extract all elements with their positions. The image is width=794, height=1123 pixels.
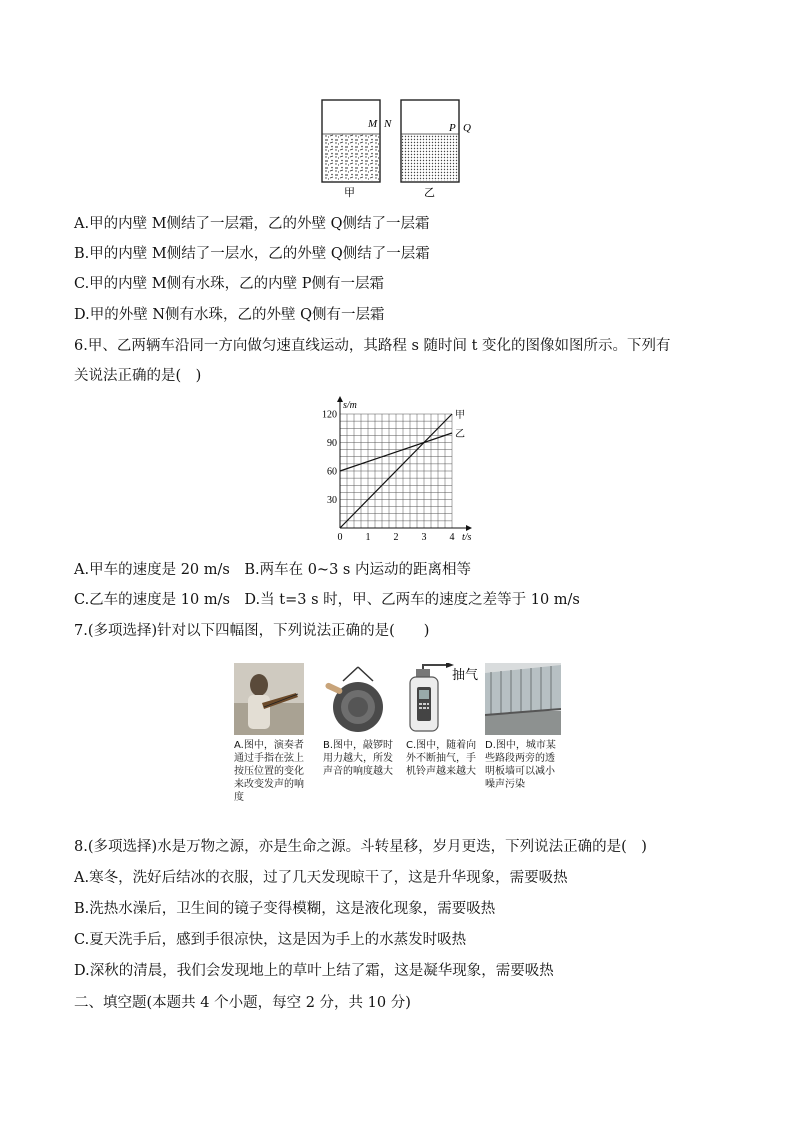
label-q: Q (463, 122, 471, 134)
q5-containers-figure (314, 96, 484, 200)
q7-picture-c (406, 663, 478, 778)
q7-caption-a: A.图中，演奏者通过手指在弦上按压位置的变化来改变发声的响度 (234, 740, 304, 803)
gong-image (323, 663, 393, 735)
pump-label: 抽气 (452, 667, 479, 682)
q7-picture-d (485, 663, 561, 791)
bell-jar-phone-image (406, 663, 482, 735)
q7-caption-c: C.图中，随着向外不断抽气，手机铃声越来越大 (406, 740, 477, 777)
q8-option-d: D.深秋的清晨，我们会发现地上的草叶上结了霜，这是凝华现象，需要吸热 (74, 963, 554, 979)
q5-option-c: C.甲的内壁 M侧有水珠，乙的内壁 P侧有一层霜 (74, 276, 385, 292)
q6-distance-time-chart (316, 394, 482, 542)
label-yi: 乙 (424, 187, 435, 199)
label-n: N (384, 118, 392, 130)
series-label-jia: 甲 (455, 410, 465, 421)
q7-picture-b (323, 663, 395, 778)
x-axis-arrow (466, 525, 472, 531)
x-tick-label: 1 (365, 532, 371, 542)
violin-player-image (234, 663, 304, 735)
q8-option-c: C.夏天洗手后，感到手很凉快，这是因为手上的水蒸发时吸热 (74, 932, 467, 948)
q8-stem: 8.(多项选择)水是万物之源，亦是生命之源。斗转星移，岁月更迭，下列说法正确的是( ) (74, 839, 647, 855)
q7-caption-b: B.图中，敲锣时用力越大，所发声音的响度越大 (323, 740, 394, 777)
y-axis-label: s/m (343, 400, 357, 411)
y-tick-label: 90 (327, 438, 337, 449)
label-m: M (368, 118, 378, 130)
y-tick-label: 60 (327, 466, 337, 478)
q8-option-b: B.洗热水澡后，卫生间的镜子变得模糊，这是液化现象，需要吸热 (74, 901, 496, 917)
container-jia-contents (323, 134, 379, 181)
q7-picture-a (234, 663, 306, 804)
q6-stem-line2: 关说法正确的是( ) (74, 368, 202, 384)
container-yi-contents (402, 134, 458, 181)
x-axis-label: t/s (462, 532, 472, 542)
y-tick-label: 30 (327, 495, 337, 506)
q5-option-a: A.甲的内壁 M侧结了一层霜，乙的外壁 Q侧结了一层霜 (74, 216, 430, 232)
q5-option-d: D.甲的外壁 N侧有水珠，乙的外壁 Q侧有一层霜 (74, 307, 385, 323)
q6-options-line2: C.乙车的速度是 10 m/s D.当 t=3 s 时，甲、乙两车的速度之差等于 10 m/s (74, 592, 580, 608)
label-jia: 甲 (344, 187, 355, 199)
q7-stem: 7.(多项选择)针对以下四幅图，下列说法正确的是( ) (74, 623, 430, 639)
y-tick-label: 120 (322, 409, 337, 421)
x-tick-label: 4 (449, 532, 455, 542)
x-tick-label: 0 (337, 532, 343, 542)
label-p: P (449, 122, 456, 134)
q8-option-a: A.寒冬，洗好后结冰的衣服，过了几天发现晾干了，这是升华现象，需要吸热 (74, 870, 568, 886)
q6-stem-line1: 6.甲、乙两辆车沿同一方向做匀速直线运动，其路程 s 随时间 t 变化的图像如图所示。下列有 (74, 338, 671, 354)
q7-caption-d: D.图中，城市某些路段两旁的透明板墙可以减小噪声污染 (485, 740, 556, 790)
x-tick-label: 2 (393, 532, 399, 542)
q5-option-b: B.甲的内壁 M侧结了一层水，乙的外壁 Q侧结了一层霜 (74, 246, 430, 262)
section2-title: 二、填空题(本题共 4 个小题，每空 2 分，共 10 分) (74, 995, 411, 1011)
q6-options-line1: A.甲车的速度是 20 m/s B.两车在 0~3 s 内运动的距离相等 (74, 562, 471, 578)
series-label-yi: 乙 (455, 429, 465, 440)
x-tick-label: 3 (421, 532, 427, 542)
noise-barrier-image (485, 663, 561, 735)
